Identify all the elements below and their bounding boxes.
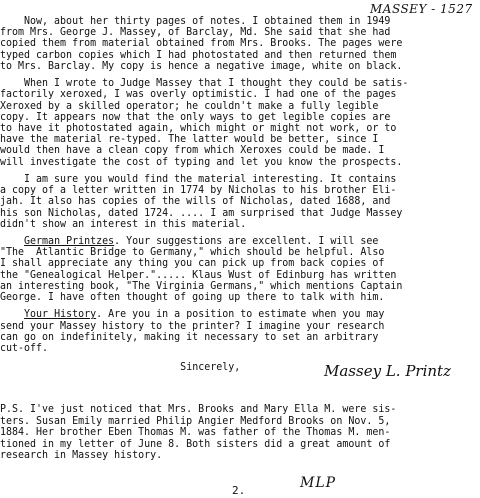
body-line: George. I have often thought of going up there to talk with him. [0, 292, 385, 304]
body-line: to Mrs. Barclay. My copy is hence a negative image, white on black. [0, 60, 403, 72]
ps-line: 1884. Her brother Eben Thomas M. was father of the Thomas M. men- [0, 427, 391, 438]
body-line: jah. It also has copies of the wills of Nicholas, dated 1688, and [0, 196, 391, 208]
body-line: copied them from material obtained from Mrs. Brooks. The pages were [0, 38, 403, 50]
handwritten-initials: MLP [300, 475, 337, 491]
body-line: When I wrote to Judge Massey that I thought they could be satis- [0, 78, 409, 90]
body-line: copy. It appears now that the only ways to get legible copies are [0, 111, 391, 123]
body-line: German Printzes. Your suggestions are excellent. I will see [24, 236, 379, 248]
body-line: from Mrs. George J. Massey, of Barclay, Md. She said that she had [0, 27, 391, 39]
body-line: I shall appreciate any thing you can pick up from back copies of [0, 258, 385, 270]
body-line: Xeroxed by a skilled operator; he couldn't make a fully legible [0, 100, 379, 112]
body-line: to have it photostated again, which might or might not work, or to [0, 122, 397, 134]
body-line: Now, about her thirty pages of notes. I obtained them in 1949 [0, 16, 391, 27]
body-line: an interesting book, "The Virginia Germans," which mentions Captain [0, 280, 403, 292]
body-line: can go on indefinitely, making it necessary to set an arbitrary [0, 331, 379, 343]
body-line: I am sure you would find the material interesting. It contains [0, 173, 397, 185]
ps-line: ters. Susan Emily married Philip Angier Medford Brooks on Nov. 5, [0, 415, 391, 427]
body-line: the "Genealogical Helper."..... Klaus Wust of Edinburg has written [0, 269, 397, 281]
page-number: 2. [232, 484, 246, 497]
ps-line: research in Massey history. [0, 450, 163, 461]
body-line: didn't show an interest in this material. [0, 218, 247, 230]
body-line: a copy of a letter written in 1774 by Nicholas to his brother Eli- [0, 185, 397, 197]
ps-line: tioned in my letter of June 8. Both sisters did a great amount of [0, 438, 391, 450]
body-line: will investigate the cost of typing and let you know the prospects. [0, 156, 403, 168]
body-line: have the material re-typed. The latter would be better, since I [0, 134, 379, 146]
body-line: typed carbon copies which I had photostated and then returned them [0, 49, 397, 61]
body-line: his son Nicholas, dated 1724. .... I am surprised that Judge Massey [0, 207, 403, 219]
body-line: would then have a clean copy from which Xeroxes could be made. I [0, 145, 385, 157]
body-line: "The Atlantic Bridge to Germany," which should be helpful. Also [0, 247, 385, 259]
closing-line: Sincerely, [180, 362, 241, 373]
body-line: factorily xeroxed, I was overly optimistic. I had one of the pages [0, 89, 397, 101]
body-line: send your Massey history to the printer? I imagine your research [0, 320, 385, 332]
body-line: cut-off. [0, 343, 49, 355]
signature: Massey L. Printz [324, 362, 451, 380]
body-line: Your History. Are you in a position to estimate when you may [24, 309, 385, 321]
handwritten-annotation: MASSEY - 1527 [370, 2, 473, 16]
ps-line: P.S. I've just noticed that Mrs. Brooks and Mary Ella M. were sis- [0, 404, 397, 415]
